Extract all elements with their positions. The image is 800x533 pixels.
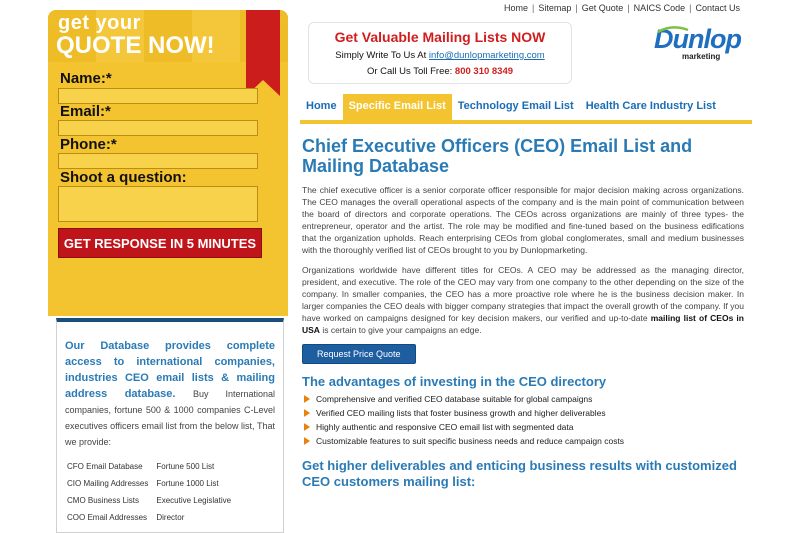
bullet-arrow-icon xyxy=(304,437,310,445)
banner-phone-prefix: Or Call Us Toll Free: xyxy=(366,66,453,77)
list-item[interactable]: Fortune 500 List xyxy=(156,462,215,471)
email-input[interactable] xyxy=(58,120,258,136)
tab-home[interactable]: Home xyxy=(306,100,337,112)
banner-phone-number[interactable]: 800 310 8349 xyxy=(454,66,514,77)
banner-email-prefix: Simply Write To Us At xyxy=(335,50,427,61)
top-nav-get-quote[interactable]: Get Quote xyxy=(581,3,624,13)
database-info-rest: Buy International companies, fortune 500 & 1000 companies C-Level executives officers email list from the below list, That we provide: xyxy=(65,389,276,447)
advantage-text: Verified CEO mailing lists that foster business growth and higher deliverables xyxy=(316,408,606,418)
database-info-text xyxy=(65,338,275,450)
quote-heading-line2: QUOTE NOW! xyxy=(56,32,215,59)
top-nav-sitemap[interactable]: Sitemap xyxy=(538,3,572,13)
titles-paragraph-end: is certain to give your campaigns an edge. xyxy=(322,325,482,335)
list-item[interactable]: Executive Legislative xyxy=(156,496,232,505)
page-title: Chief Executive Officers (CEO) Email List and Mailing Database xyxy=(302,136,693,176)
name-label: Name:* xyxy=(60,70,112,87)
advantage-text: Customizable features to suit specific business needs and reduce campaign costs xyxy=(316,436,625,446)
bullet-arrow-icon xyxy=(304,395,310,403)
intro-paragraph: The chief executive officer is a senior corporate officer responsible for major decision making across organizations. The CEO manages the overall operational aspects of the company and is the main point of communication between the board of directors and corporate operations. The CEOs across organizations are mainly of three types- the entrepreneur, operator and the artist. The role may be modified and fine-tuned based on the business edifications that the organization upholds. Reach enterprising CEOs from global conglomerates, small and medium businesses with the thoroughly verified list of CEOs brought to you by Dunlopmarketing. xyxy=(302,185,744,255)
list-item[interactable]: CIO Mailing Addresses xyxy=(67,479,149,488)
table-row xyxy=(63,492,235,509)
titles-paragraph-text: Organizations worldwide have different titles for CEOs. A CEO may be addressed as the managing director, president, and executive. The role of the CEO may vary from one company to the other depending on the size of the company. In smaller companies, the CEO has a more proactive role where he is the business decision maker. In larger companies the CEO deals with bigger company strategies that impact the overall growth of the company. If you have worked on campaigns designed for key decision makers, our verified and up-to-date xyxy=(302,265,744,323)
svg-text:Dunlop: Dunlop xyxy=(654,24,741,54)
bullet-arrow-icon xyxy=(304,423,310,431)
advantages-heading: The advantages of investing in the CEO directory xyxy=(302,374,607,389)
top-nav: Home | Sitemap | Get Quote | NAICS Code | Contact Us xyxy=(503,3,740,13)
list-item[interactable]: Director xyxy=(156,513,185,522)
list-item[interactable]: CFO Email Database xyxy=(67,462,143,471)
banner-email-link[interactable]: info@dunlopmarketing.com xyxy=(428,50,545,61)
question-label: Shoot a question: xyxy=(60,169,187,186)
list-item xyxy=(302,406,744,420)
banner-title: Get Valuable Mailing Lists NOW xyxy=(334,29,546,45)
get-response-button[interactable]: GET RESPONSE IN 5 MINUTES xyxy=(58,228,262,258)
bullet-arrow-icon xyxy=(304,409,310,417)
main-tabs xyxy=(300,94,752,124)
tab-health-care-industry-list[interactable]: Health Care Industry List xyxy=(585,100,716,112)
table-row xyxy=(63,475,235,492)
question-textarea[interactable] xyxy=(58,186,258,222)
titles-paragraph-bold: mailing list of CEOs in USA xyxy=(302,313,744,335)
advantage-text: Highly authentic and responsive CEO email list with segmented data xyxy=(316,422,574,432)
name-input[interactable] xyxy=(58,88,258,104)
banner-email-line xyxy=(309,50,571,61)
logo-swoosh-icon xyxy=(652,24,742,54)
advantage-text: Comprehensive and verified CEO database suitable for global campaigns xyxy=(316,394,593,404)
request-price-quote-button[interactable]: Request Price Quote xyxy=(302,344,416,364)
main-content xyxy=(302,136,744,490)
list-item[interactable]: Fortune 1000 List xyxy=(156,479,219,488)
contact-banner xyxy=(308,22,572,84)
tab-specific-email-list[interactable]: Specific Email List xyxy=(343,94,452,120)
list-item[interactable]: CMO Business Lists xyxy=(67,496,140,505)
database-info-lead: Our Database provides complete access to international companies, industries CEO email lists & mailing address database. xyxy=(65,340,275,400)
quote-heading-line1: get your xyxy=(58,12,141,34)
table-row xyxy=(63,509,235,526)
tab-technology-email-list[interactable]: Technology Email List xyxy=(457,100,574,112)
list-item xyxy=(302,392,744,406)
top-nav-contact-us[interactable]: Contact Us xyxy=(695,3,740,13)
quote-panel-bottom xyxy=(48,296,288,316)
list-item xyxy=(302,420,744,434)
phone-input[interactable] xyxy=(58,153,258,169)
database-info-box xyxy=(56,318,284,533)
phone-label: Phone:* xyxy=(60,136,117,153)
email-label: Email:* xyxy=(60,103,111,120)
ribbon-bookmark-icon xyxy=(246,10,280,80)
dunlop-logo[interactable] xyxy=(652,24,742,60)
banner-phone-line xyxy=(309,66,571,77)
top-nav-naics-code[interactable]: NAICS Code xyxy=(633,3,686,13)
list-item[interactable]: COO Email Addresses xyxy=(67,513,148,522)
advantages-list xyxy=(302,392,744,448)
quote-form-panel xyxy=(48,10,288,306)
list-item xyxy=(302,434,744,448)
logo-tagline: marketing xyxy=(682,52,721,61)
top-nav-home[interactable]: Home xyxy=(503,3,528,13)
database-list-table xyxy=(63,458,235,526)
bottom-heading: Get higher deliverables and enticing business results with customized CEO customers mailing list: xyxy=(302,458,737,489)
titles-paragraph xyxy=(302,264,744,336)
table-row xyxy=(63,458,235,475)
